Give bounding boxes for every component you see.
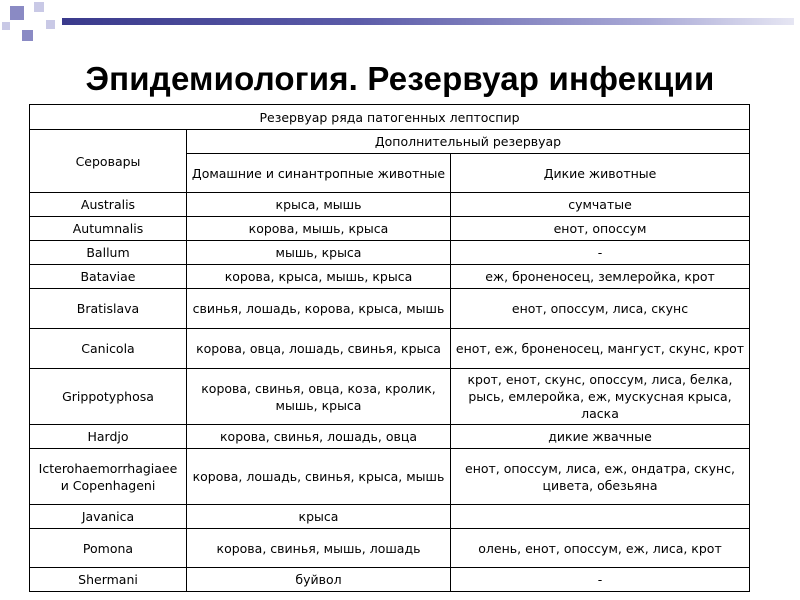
cell-serovar: Australis bbox=[30, 193, 187, 217]
cell-wild: енот, еж, броненосец, мангуст, скунс, крот bbox=[451, 329, 750, 369]
cell-serovar: Javanica bbox=[30, 505, 187, 529]
cell-domestic: корова, свинья, лошадь, овца bbox=[187, 425, 451, 449]
table-row bbox=[30, 265, 750, 289]
leptospira-reservoir-table bbox=[29, 104, 750, 592]
cell-domestic: корова, свинья, овца, коза, кролик, мышь, крыса bbox=[187, 369, 451, 425]
cell-serovar: Bratislava bbox=[30, 289, 187, 329]
table-row bbox=[30, 241, 750, 265]
slide-decoration bbox=[0, 0, 800, 50]
table-row bbox=[30, 505, 750, 529]
cell-serovar: Hardjo bbox=[30, 425, 187, 449]
table-row bbox=[30, 217, 750, 241]
cell-wild: - bbox=[451, 568, 750, 592]
cell-domestic: буйвол bbox=[187, 568, 451, 592]
header-additional-reservoir: Дополнительный резервуар bbox=[187, 130, 750, 154]
cell-domestic: крыса, мышь bbox=[187, 193, 451, 217]
table-row bbox=[30, 329, 750, 369]
cell-wild: сумчатые bbox=[451, 193, 750, 217]
table-row bbox=[30, 529, 750, 568]
cell-domestic: корова, овца, лошадь, свинья, крыса bbox=[187, 329, 451, 369]
cell-wild: - bbox=[451, 241, 750, 265]
cell-domestic: мышь, крыса bbox=[187, 241, 451, 265]
cell-wild: еж, броненосец, землеройка, крот bbox=[451, 265, 750, 289]
cell-serovar: Shermani bbox=[30, 568, 187, 592]
table-row bbox=[30, 193, 750, 217]
cell-domestic: крыса bbox=[187, 505, 451, 529]
header-serovars: Серовары bbox=[30, 130, 187, 193]
cell-domestic: корова, мышь, крыса bbox=[187, 217, 451, 241]
cell-domestic: корова, свинья, мышь, лошадь bbox=[187, 529, 451, 568]
cell-serovar: Pomona bbox=[30, 529, 187, 568]
table-row bbox=[30, 568, 750, 592]
header-wild: Дикие животные bbox=[451, 154, 750, 193]
cell-serovar: Ballum bbox=[30, 241, 187, 265]
cell-serovar: Bataviae bbox=[30, 265, 187, 289]
cell-serovar: Canicola bbox=[30, 329, 187, 369]
cell-serovar: Grippotyphosa bbox=[30, 369, 187, 425]
header-domestic: Домашние и синантропные животные bbox=[187, 154, 451, 193]
slide-title: Эпидемиология. Резервуар инфекции bbox=[85, 60, 715, 97]
cell-wild bbox=[451, 505, 750, 529]
cell-wild: дикие жвачные bbox=[451, 425, 750, 449]
cell-wild: олень, енот, опоссум, еж, лиса, крот bbox=[451, 529, 750, 568]
cell-domestic: корова, крыса, мышь, крыса bbox=[187, 265, 451, 289]
cell-wild: енот, опоссум bbox=[451, 217, 750, 241]
table-row bbox=[30, 369, 750, 425]
cell-wild: енот, опоссум, лиса, еж, ондатра, скунс, цивета, обезьяна bbox=[451, 449, 750, 505]
cell-wild: енот, опоссум, лиса, скунс bbox=[451, 289, 750, 329]
table-row bbox=[30, 425, 750, 449]
cell-wild: крот, енот, скунс, опоссум, лиса, белка, рысь, емлеройка, еж, мускусная крыса, ласка bbox=[451, 369, 750, 425]
cell-serovar: Icterohaemorrhagiaee и Copenhageni bbox=[30, 449, 187, 505]
table-caption: Резервуар ряда патогенных лептоспир bbox=[30, 105, 750, 130]
cell-domestic: свинья, лошадь, корова, крыса, мышь bbox=[187, 289, 451, 329]
table-row bbox=[30, 449, 750, 505]
table-row bbox=[30, 289, 750, 329]
cell-serovar: Autumnalis bbox=[30, 217, 187, 241]
cell-domestic: корова, лошадь, свинья, крыса, мышь bbox=[187, 449, 451, 505]
